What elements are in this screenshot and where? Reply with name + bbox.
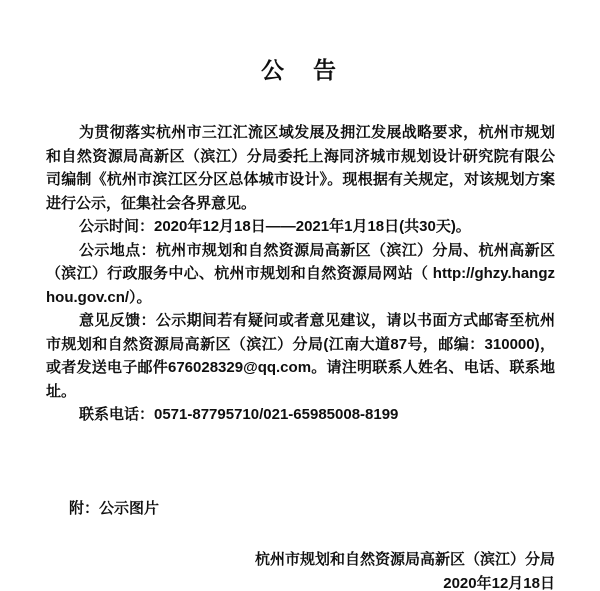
paragraph-contact-phone: 联系电话：0571-87795710/021-65985008-8199 [79,406,399,423]
attachment-note: 附：公示图片 [69,499,160,517]
issue-date: 2020年12月18日 [443,574,555,591]
announcement-body [46,121,555,591]
paragraph-publicity-time: 公示时间：2020年12月18日——2021年1月18日(共30天)。 [79,218,471,235]
page-title: 公 告 [261,57,339,83]
paragraph-feedback: 意见反馈：公示期间若有疑问或者意见建议，请以书面方式邮寄至杭州市规划和自然资源局高新区（滨江）分局(江南大道87号，邮编：310000)，或者发送电子邮件676028329@qq.com。请注明联系人姓名、电话、联系地址。 [46,312,555,400]
issuer-signature: 杭州市规划和自然资源局高新区（滨江）分局 [254,551,555,568]
paragraph-publicity-location: 公示地点：杭州市规划和自然资源局高新区（滨江）分局、杭州高新区（滨江）行政服务中心、杭州市规划和自然资源局网站（ http://ghzy.hangzhou.gov.cn/）。 [46,241,555,306]
paragraph-intro: 为贯彻落实杭州市三江汇流区域发展及拥江发展战略要求，杭州市规划和自然资源局高新区（滨江）分局委托上海同济城市规划设计研究院有限公司编制《杭州市滨江区分区总体城市设计》。现根据有关规定，对该规划方案进行公示，征集社会各界意见。 [46,124,555,212]
